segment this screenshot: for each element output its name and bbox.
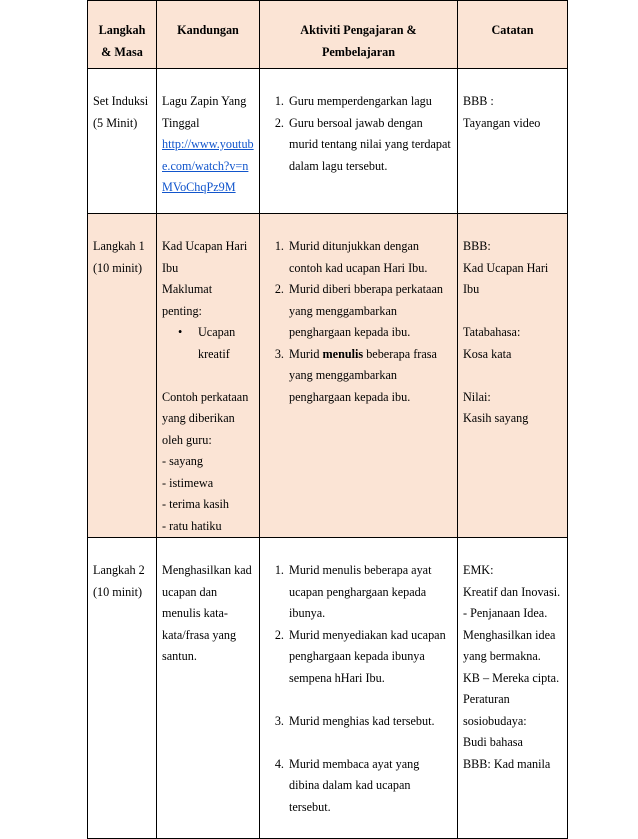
cell-aktiviti — [260, 69, 458, 214]
video-link[interactable]: http://www.youtube.com/watch?v=nMVoChqPz9M — [162, 137, 254, 194]
langkah-time: (10 minit) — [93, 260, 143, 275]
catatan-line: Nilai: — [463, 389, 491, 404]
kandungan-bullets — [162, 322, 254, 365]
cell-kandungan — [157, 214, 260, 538]
header-row — [88, 1, 568, 69]
cell-catatan — [458, 214, 568, 538]
langkah-name: Set Induksi — [93, 94, 149, 108]
table-row — [88, 214, 568, 538]
list-item: 1. Guru memperdengarkan lagu — [287, 91, 452, 113]
bullet-icon: • — [178, 325, 183, 339]
catatan-line: Menghasilkan idea yang bermakna. — [463, 627, 556, 663]
cell-aktiviti — [260, 538, 458, 839]
kandungan-word: - ratu hatiku — [162, 518, 222, 533]
list-item: 1. Murid menulis beberapa ayat ucapan penghargaan kepada ibunya. — [287, 560, 452, 625]
header-catatan: Catatan — [458, 1, 568, 69]
cell-kandungan — [157, 538, 260, 839]
kandungan-text: Contoh perkataan yang diberikan oleh guru: — [162, 389, 249, 447]
catatan-line: Budi bahasa — [463, 735, 523, 749]
catatan-line: Kosa kata — [463, 346, 512, 361]
catatan-line: Kad Ucapan Hari Ibu — [463, 260, 549, 296]
catatan-line: KB – Mereka cipta. — [463, 670, 560, 685]
cell-kandungan — [157, 69, 260, 214]
list-item: 2. Murid menyediakan kad ucapan penghargaan kepada ibunya sempena hHari Ibu. — [287, 625, 452, 690]
catatan-line: BBB : — [463, 94, 494, 108]
bold-word: menulis — [322, 346, 364, 361]
aktiviti-list — [265, 236, 452, 408]
catatan-line: - Penjanaan Idea. — [463, 606, 548, 620]
catatan-line: BBB: Kad manila — [463, 756, 551, 771]
cell-langkah — [88, 214, 157, 538]
list-item: 2. Guru bersoal jawab dengan murid tentang nilai yang terdapat dalam lagu tersebut. — [287, 113, 452, 178]
list-item: 1. Murid ditunjukkan dengan contoh kad ucapan Hari Ibu. — [287, 236, 452, 279]
cell-langkah — [88, 69, 157, 214]
aktiviti-list — [265, 560, 452, 818]
list-item: 3. Murid menulis beberapa frasa yang menggambarkan penghargaan kepada ibu. — [287, 344, 452, 409]
header-kandungan: Kandungan — [157, 1, 260, 69]
table-row — [88, 538, 568, 839]
kandungan-word: - istimewa — [162, 475, 214, 490]
kandungan-title: Lagu Zapin Yang Tinggal — [162, 94, 247, 130]
catatan-line: EMK: — [463, 563, 494, 577]
catatan-line: Tatabahasa: — [463, 325, 521, 339]
lesson-plan-table — [87, 0, 568, 839]
langkah-time: (5 Minit) — [93, 115, 138, 130]
catatan-line: BBB: — [463, 239, 491, 253]
catatan-line: Kasih sayang — [463, 411, 529, 425]
list-item: 2. Murid diberi bberapa perkataan yang menggambarkan penghargaan kepada ibu. — [287, 279, 452, 344]
langkah-time: (10 minit) — [93, 584, 143, 599]
cell-catatan — [458, 538, 568, 839]
aktiviti-list — [265, 91, 452, 177]
kandungan-title: Kad Ucapan Hari Ibu — [162, 239, 248, 275]
langkah-name: Langkah 1 — [93, 239, 145, 253]
cell-langkah — [88, 538, 157, 839]
kandungan-label: Maklumat penting: — [162, 282, 213, 318]
langkah-name: Langkah 2 — [93, 563, 145, 577]
table-row — [88, 69, 568, 214]
catatan-line: Kreatif dan Inovasi. — [463, 584, 561, 599]
header-aktiviti: Aktiviti Pengajaran & Pembelajaran — [260, 1, 458, 69]
kandungan-word: - terima kasih — [162, 497, 230, 511]
cell-catatan — [458, 69, 568, 214]
list-item — [178, 322, 254, 365]
list-item: 4. Murid membaca ayat yang dibina dalam kad ucapan tersebut. — [287, 754, 452, 819]
header-langkah: Langkah & Masa — [88, 1, 157, 69]
catatan-line: Tayangan video — [463, 115, 541, 130]
catatan-line: Peraturan sosiobudaya: — [463, 692, 527, 728]
cell-aktiviti — [260, 214, 458, 538]
list-item: 3. Murid menghias kad tersebut. — [287, 711, 452, 733]
bullet-text: Ucapan kreatif — [198, 325, 236, 361]
kandungan-word: - sayang — [162, 454, 203, 468]
kandungan-text: Menghasilkan kad ucapan dan menulis kata-kata/frasa yang santun. — [162, 563, 252, 663]
